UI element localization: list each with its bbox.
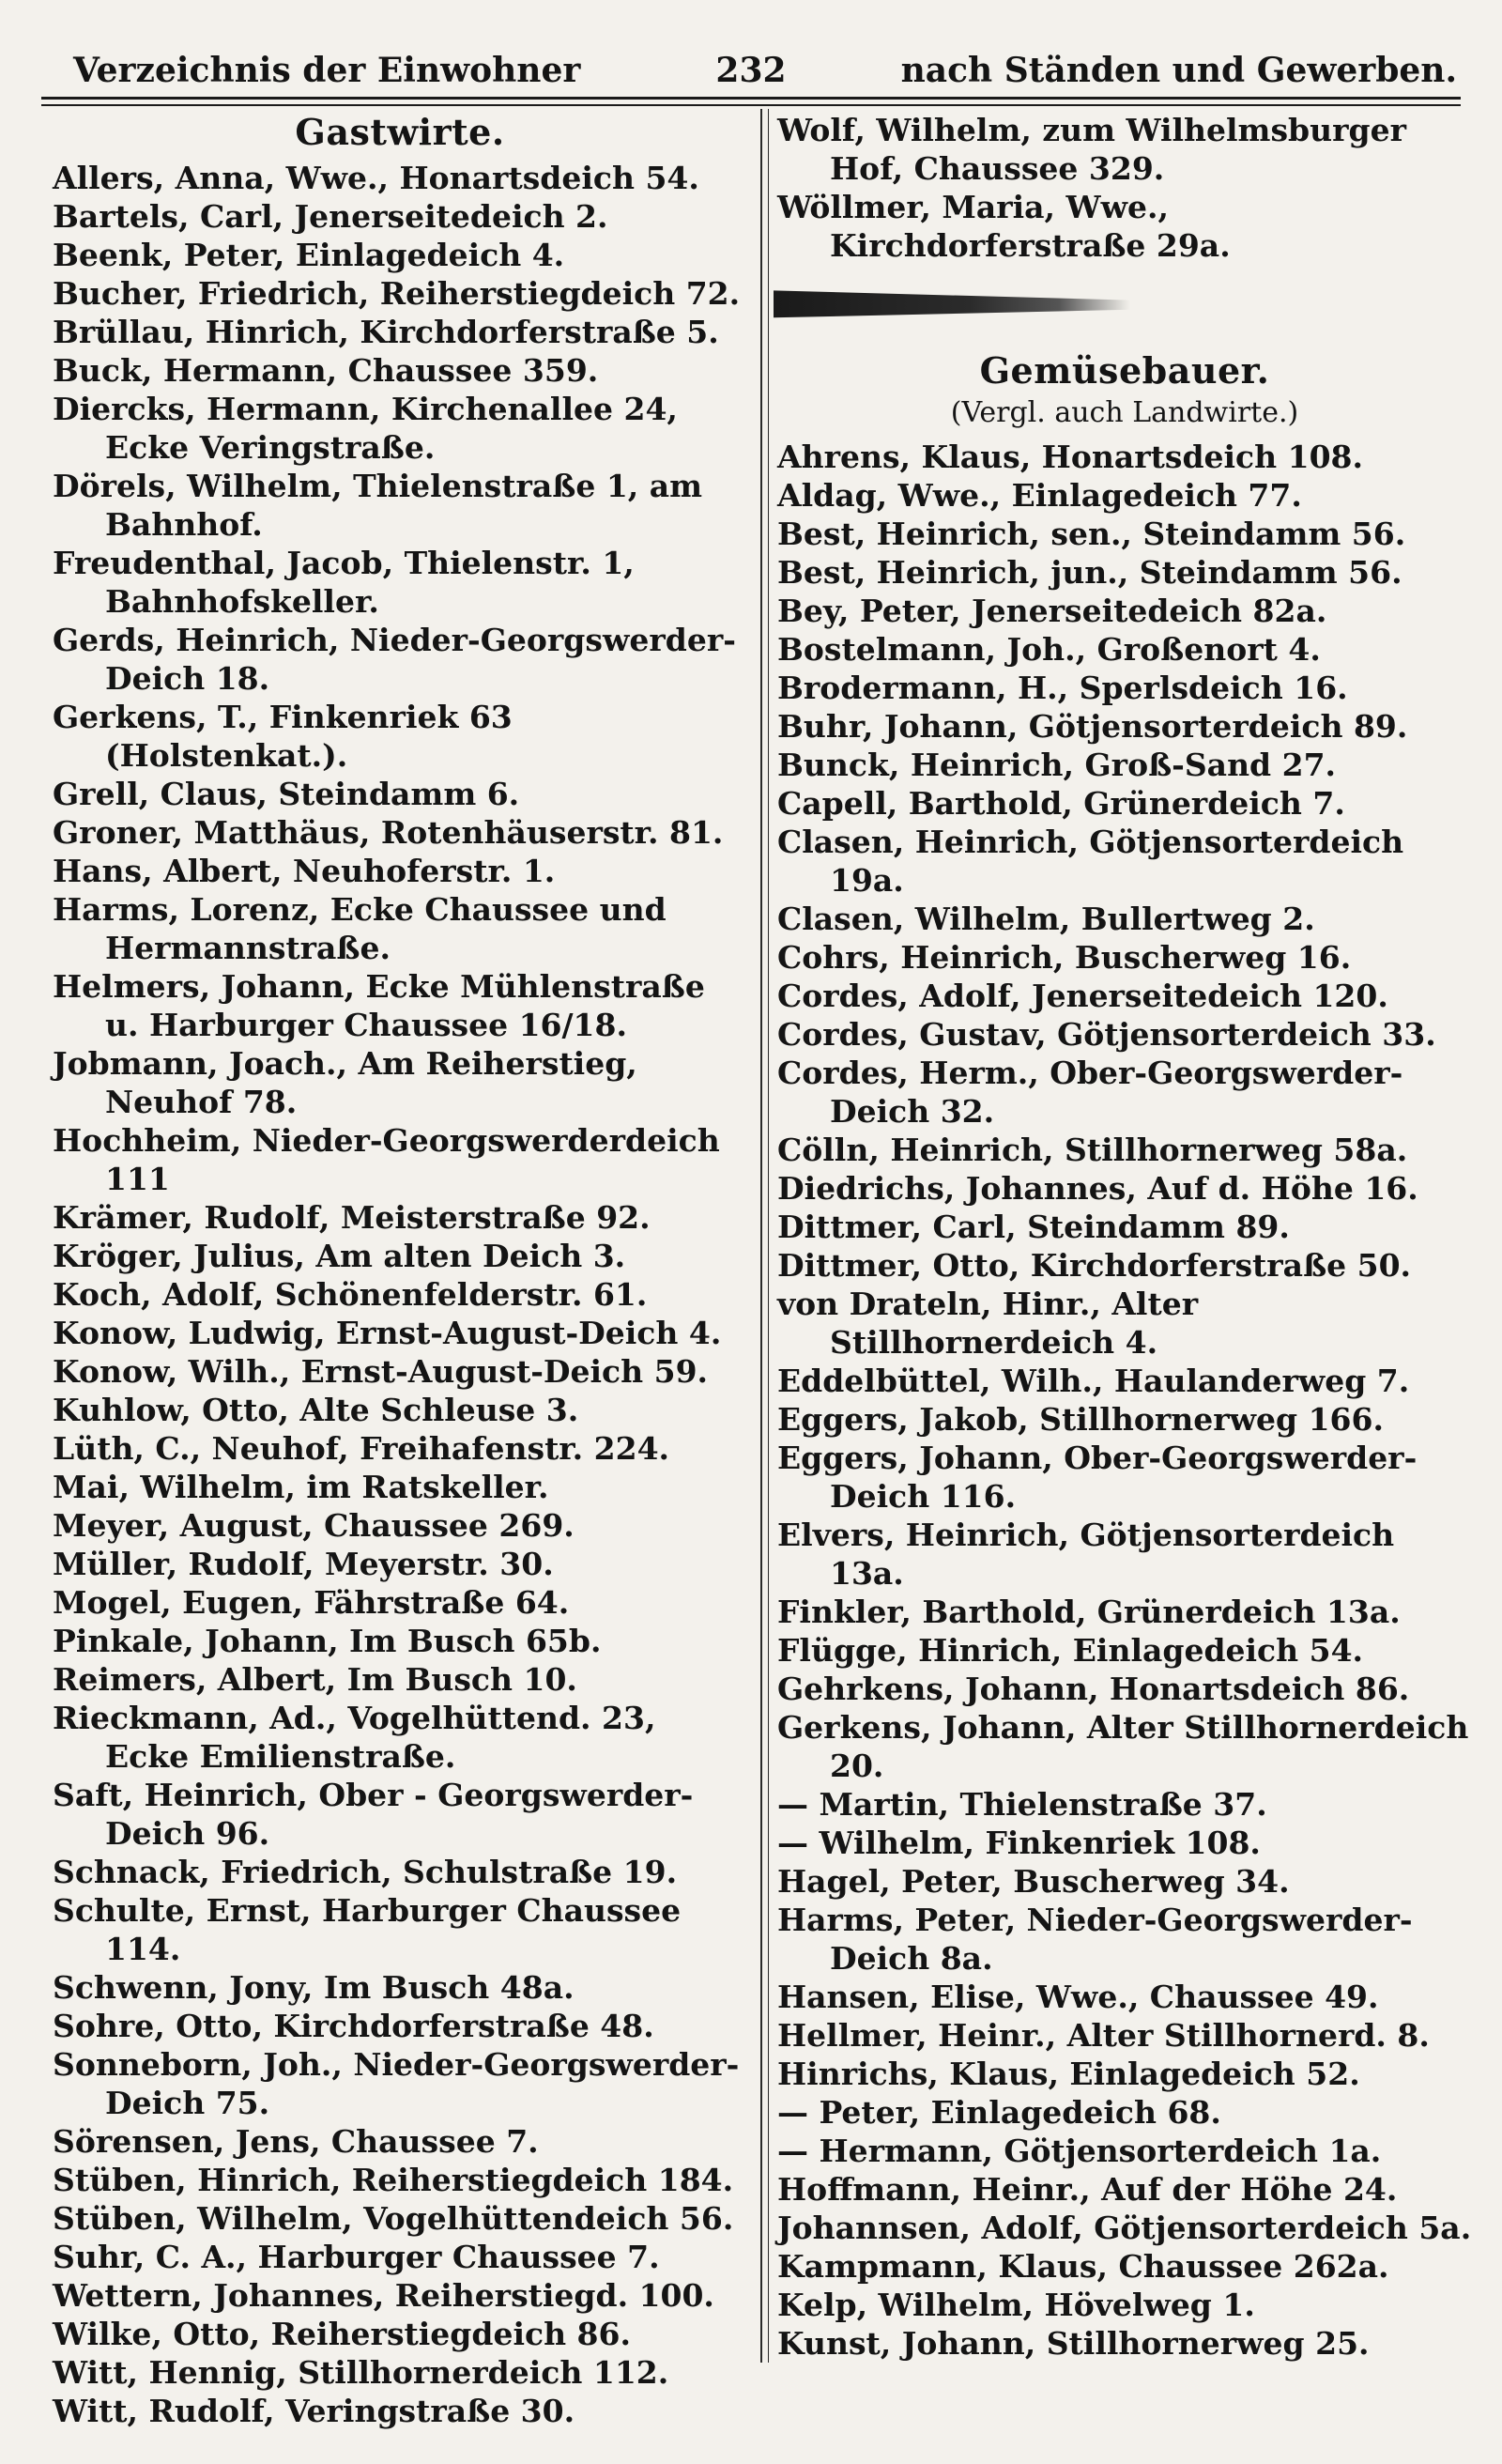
list-entry: Eggers, Johann, Ober-Georgswerder-Deich 116. [777, 1440, 1418, 1515]
list-entry: Hoffmann, Heinr., Auf der Höhe 24. [777, 2171, 1398, 2208]
list-entry: Reimers, Albert, Im Busch 10. [53, 1661, 577, 1698]
list-entry: Eddelbüttel, Wilh., Haulanderweg 7. [777, 1363, 1410, 1399]
list-entry: Jobmann, Joach., Am Reiherstieg, Neuhof 78. [53, 1045, 637, 1120]
list-entry: Hans, Albert, Neuhoferstr. 1. [53, 853, 556, 889]
list-entry: Witt, Rudolf, Veringstraße 30. [53, 2393, 575, 2429]
list-entry: — Martin, Thielenstraße 37. [777, 1786, 1267, 1823]
page-header [45, 38, 1457, 103]
header-title-right: nach Ständen und Gewerben. [900, 51, 1457, 90]
list-entry: Kuhlow, Otto, Alte Schleuse 3. [53, 1392, 579, 1428]
section-title-gastwirte: Gastwirte. [295, 111, 505, 153]
list-entry: Groner, Matthäus, Rotenhäuserstr. 81. [53, 814, 724, 851]
list-entry: Clasen, Heinrich, Götjensorterdeich 19a. [777, 824, 1404, 899]
list-entry: Flügge, Hinrich, Einlagedeich 54. [777, 1632, 1364, 1669]
list-entry: Gerkens, T., Finkenriek 63 (Holstenkat.). [53, 699, 513, 774]
left-column [53, 111, 747, 2430]
list-entry: Stüben, Wilhelm, Vogelhüttendeich 56. [53, 2200, 734, 2237]
list-entry: Cordes, Herm., Ober-Georgswerder-Deich 32. [777, 1055, 1403, 1130]
list-entry: Dörels, Wilhelm, Thielenstraße 1, am Bahnhof. [53, 468, 703, 543]
list-entry: Harms, Lorenz, Ecke Chaussee und Hermannstraße. [53, 891, 667, 966]
list-entry: Brüllau, Hinrich, Kirchdorferstraße 5. [53, 314, 719, 350]
list-entry: Sonneborn, Joh., Nieder-Georgswerder-Deich 75. [53, 2046, 740, 2121]
list-entry: Lüth, C., Neuhof, Freihafenstr. 224. [53, 1430, 670, 1467]
list-entry: Cordes, Gustav, Götjensorterdeich 33. [777, 1016, 1436, 1053]
list-entry: Sohre, Otto, Kirchdorferstraße 48. [53, 2008, 654, 2044]
header-rule-thick [41, 97, 1461, 100]
list-entry: Hansen, Elise, Wwe., Chaussee 49. [777, 1979, 1379, 2015]
list-entry: Grell, Claus, Steindamm 6. [53, 776, 520, 812]
list-entry: Mai, Wilhelm, im Ratskeller. [53, 1469, 549, 1505]
list-entry: Best, Heinrich, jun., Steindamm 56. [777, 554, 1402, 591]
list-entry: Harms, Peter, Nieder-Georgswerder-Deich 8a. [777, 1902, 1413, 1977]
list-entry: Müller, Rudolf, Meyerstr. 30. [53, 1546, 554, 1582]
list-entry: Krämer, Rudolf, Meisterstraße 92. [53, 1199, 651, 1236]
header-title-left: Verzeichnis der Einwohner [73, 51, 581, 90]
right-entries [777, 438, 1472, 2363]
list-entry: Cohrs, Heinrich, Buscherweg 16. [777, 939, 1352, 976]
list-entry: Johannsen, Adolf, Götjensorterdeich 5a. [777, 2210, 1472, 2246]
list-entry: Konow, Wilh., Ernst-August-Deich 59. [53, 1353, 709, 1390]
header-rule-thin [41, 104, 1461, 106]
list-entry: Bey, Peter, Jenerseitedeich 82a. [777, 593, 1327, 629]
list-entry: Hinrichs, Klaus, Einlagedeich 52. [777, 2056, 1360, 2092]
list-entry: Helmers, Johann, Ecke Mühlenstraße u. Harburger Chaussee 16/18. [53, 968, 705, 1043]
list-entry: von Drateln, Hinr., Alter Stillhornerdeich 4. [777, 1286, 1199, 1361]
right-column [777, 111, 1472, 2363]
list-entry: Cölln, Heinrich, Stillhornerweg 58a. [777, 1132, 1408, 1168]
list-entry: — Hermann, Götjensorterdeich 1a. [777, 2133, 1382, 2169]
list-entry: Kampmann, Klaus, Chaussee 262a. [777, 2248, 1389, 2285]
list-entry: Bunck, Heinrich, Groß-Sand 27. [777, 747, 1337, 783]
list-entry: Buck, Hermann, Chaussee 359. [53, 352, 599, 389]
list-entry: Clasen, Wilhelm, Bullertweg 2. [777, 901, 1315, 937]
list-entry: Wilke, Otto, Reiherstiegdeich 86. [53, 2316, 631, 2352]
list-entry: Allers, Anna, Wwe., Honartsdeich 54. [53, 160, 699, 196]
list-entry: Schwenn, Jony, Im Busch 48a. [53, 1969, 575, 2006]
list-entry: Schulte, Ernst, Harburger Chaussee 114. [53, 1892, 682, 1967]
list-entry: Aldag, Wwe., Einlagedeich 77. [777, 477, 1302, 514]
column-divider-secondary [768, 109, 769, 2363]
list-entry: Finkler, Barthold, Grünerdeich 13a. [777, 1594, 1401, 1630]
list-entry: Bartels, Carl, Jenerseitedeich 2. [53, 198, 608, 235]
list-entry: Hochheim, Nieder-Georgswerderdeich 111 [53, 1122, 720, 1197]
list-entry: Ahrens, Klaus, Honartsdeich 108. [777, 439, 1364, 475]
list-entry: Wolf, Wilhelm, zum Wilhelmsburger Hof, Chaussee 329. [777, 112, 1406, 187]
list-entry: Gerds, Heinrich, Nieder-Georgswerder-Deich 18. [53, 622, 736, 697]
list-entry: Meyer, August, Chaussee 269. [53, 1507, 575, 1544]
list-entry: Mogel, Eugen, Fährstraße 64. [53, 1584, 570, 1621]
list-entry: Saft, Heinrich, Ober - Georgswerder-Deich 96. [53, 1777, 694, 1852]
list-entry: Pinkale, Johann, Im Busch 65b. [53, 1623, 602, 1659]
list-entry: Gehrkens, Johann, Honartsdeich 86. [777, 1671, 1410, 1707]
section-title-gemuesebauer: Gemüsebauer. [979, 349, 1270, 392]
list-entry: Kunst, Johann, Stillhornerweg 25. [777, 2325, 1370, 2362]
list-entry: Kröger, Julius, Am alten Deich 3. [53, 1238, 626, 1274]
list-entry: Freudenthal, Jacob, Thielenstr. 1, Bahnhofskeller. [53, 545, 635, 620]
list-entry: — Peter, Einlagedeich 68. [777, 2094, 1221, 2131]
column-divider [760, 109, 762, 2363]
list-entry: Wöllmer, Maria, Wwe., Kirchdorferstraße 29a. [777, 189, 1231, 264]
list-entry: Gerkens, Johann, Alter Stillhornerdeich 20. [777, 1709, 1469, 1784]
decorative-bar [774, 287, 1130, 319]
list-entry: Elvers, Heinrich, Götjensorterdeich 13a. [777, 1517, 1395, 1592]
list-entry: Suhr, C. A., Harburger Chaussee 7. [53, 2239, 660, 2275]
list-entry: Witt, Hennig, Stillhornerdeich 112. [53, 2354, 669, 2391]
list-entry: Dittmer, Otto, Kirchdorferstraße 50. [777, 1247, 1412, 1284]
list-entry: Hagel, Peter, Buscherweg 34. [777, 1863, 1290, 1900]
section-note: (Vergl. auch Landwirte.) [950, 396, 1299, 429]
list-entry: — Wilhelm, Finkenriek 108. [777, 1825, 1261, 1861]
list-entry: Beenk, Peter, Einlagedeich 4. [53, 237, 565, 273]
list-entry: Brodermann, H., Sperlsdeich 16. [777, 670, 1348, 706]
list-entry: Sörensen, Jens, Chaussee 7. [53, 2123, 539, 2160]
list-entry: Koch, Adolf, Schönenfelderstr. 61. [53, 1276, 648, 1313]
list-entry: Schnack, Friedrich, Schulstraße 19. [53, 1854, 678, 1890]
list-entry: Rieckmann, Ad., Vogelhüttend. 23, Ecke Emilienstraße. [53, 1700, 656, 1775]
list-entry: Cordes, Adolf, Jenerseitedeich 120. [777, 978, 1388, 1014]
list-entry: Konow, Ludwig, Ernst-August-Deich 4. [53, 1315, 722, 1351]
list-entry: Buhr, Johann, Götjensorterdeich 89. [777, 708, 1408, 745]
right-top-entries [777, 111, 1472, 265]
list-entry: Diercks, Hermann, Kirchenallee 24, Ecke Veringstraße. [53, 391, 678, 466]
list-entry: Stüben, Hinrich, Reiherstiegdeich 184. [53, 2162, 734, 2198]
list-entry: Hellmer, Heinr., Alter Stillhornerd. 8. [777, 2017, 1430, 2054]
list-entry: Diedrichs, Johannes, Auf d. Höhe 16. [777, 1170, 1418, 1207]
list-entry: Capell, Barthold, Grünerdeich 7. [777, 785, 1345, 822]
list-entry: Wettern, Johannes, Reiherstiegd. 100. [53, 2277, 714, 2314]
page-number: 232 [715, 51, 787, 90]
list-entry: Bucher, Friedrich, Reiherstiegdeich 72. [53, 275, 741, 312]
list-entry: Bostelmann, Joh., Großenort 4. [777, 631, 1321, 668]
list-entry: Eggers, Jakob, Stillhornerweg 166. [777, 1401, 1384, 1438]
list-entry: Best, Heinrich, sen., Steindamm 56. [777, 516, 1406, 552]
list-entry: Dittmer, Carl, Steindamm 89. [777, 1209, 1290, 1245]
list-entry: Kelp, Wilhelm, Hövelweg 1. [777, 2287, 1255, 2323]
